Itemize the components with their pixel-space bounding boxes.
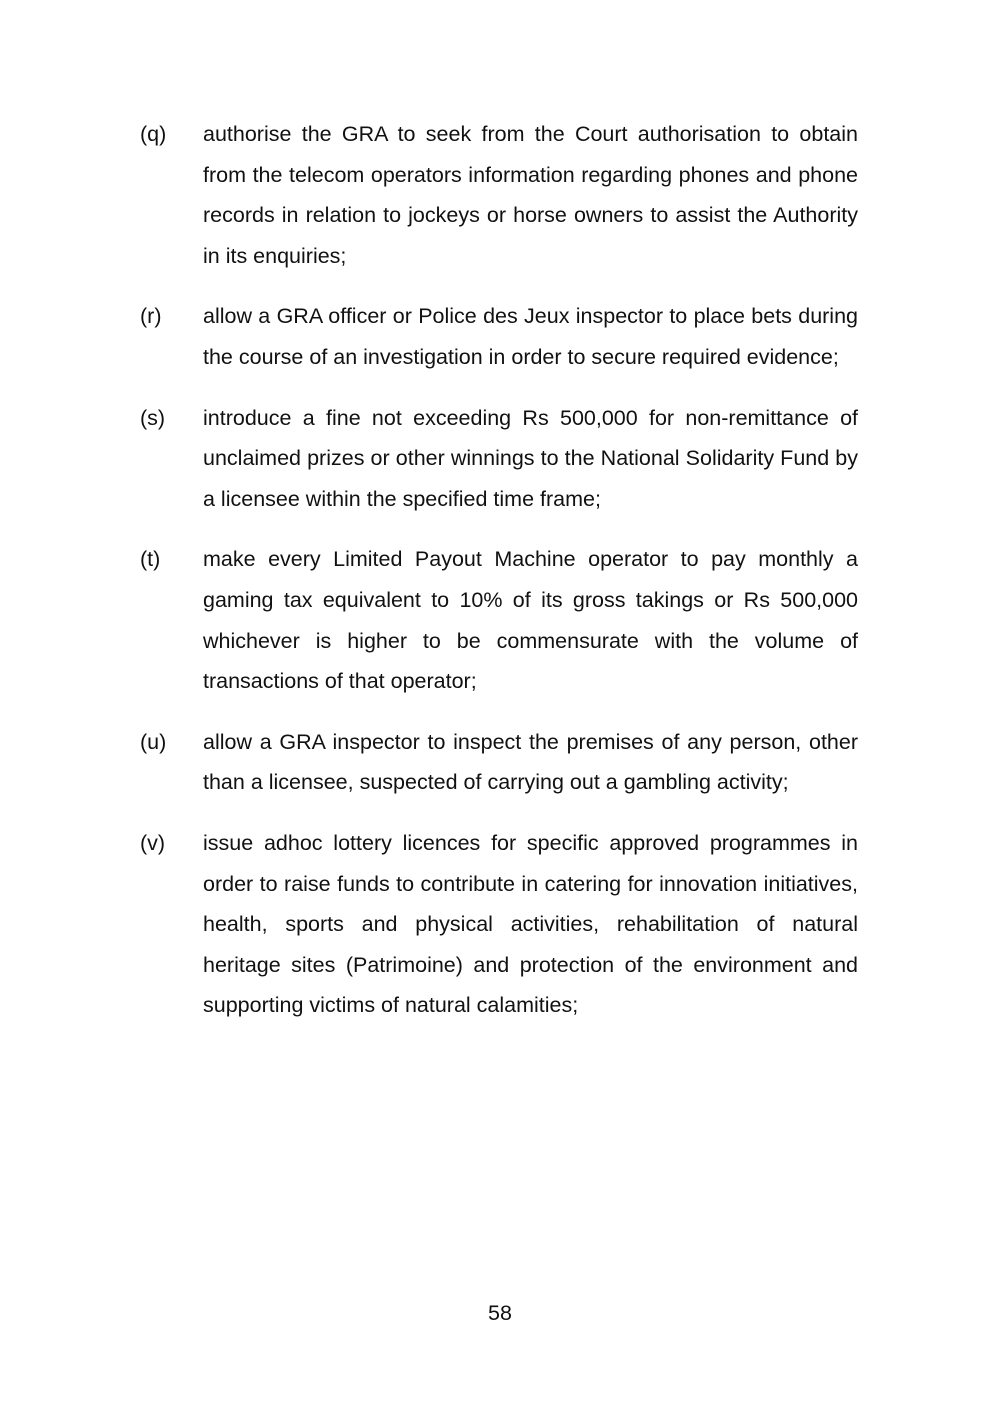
item-marker: (r): [140, 304, 162, 329]
item-text: issue adhoc lottery licences for specific approved programmes in order to raise funds to contribute in catering for innovation initiatives, health, sports and physical activities, rehabilitation of natural heritage sites (Patrimoine) and protection of the environment and supporting victims of natural calamities;: [203, 830, 858, 1018]
item-marker: (t): [140, 547, 161, 572]
page-number: 58: [488, 1301, 512, 1325]
item-text: authorise the GRA to seek from the Court authorisation to obtain from the telecom operators information regarding phones and phone records in relation to jockeys or horse owners to assist the Authority in its enquiries;: [203, 122, 858, 268]
item-text: allow a GRA inspector to inspect the premises of any person, other than a licensee, suspected of carrying out a gambling activity;: [203, 729, 858, 795]
item-text: make every Limited Payout Machine operator to pay monthly a gaming tax equivalent to 10% of its gross takings or Rs 500,000 whichever is higher to be commensurate with the volume of transactions of that operator;: [203, 547, 858, 694]
item-text: introduce a fine not exceeding Rs 500,000 for non-remittance of unclaimed prizes or other winnings to the National Solidarity Fund by a licensee within the specified time frame;: [203, 405, 858, 511]
item-marker: (s): [140, 405, 166, 430]
item-marker: (v): [140, 830, 166, 855]
list-item-v: [140, 823, 858, 1026]
item-text: allow a GRA officer or Police des Jeux inspector to place bets during the course of an investigation in order to secure required evidence;: [203, 304, 858, 369]
list-item-u: [140, 722, 858, 803]
list-item-r: [140, 296, 858, 377]
item-marker: (u): [140, 729, 167, 754]
list-item-s: [140, 398, 858, 520]
measures-list: [140, 114, 858, 1046]
item-marker: (q): [140, 122, 167, 146]
list-item-q: [140, 114, 858, 276]
list-item-t: [140, 539, 858, 701]
